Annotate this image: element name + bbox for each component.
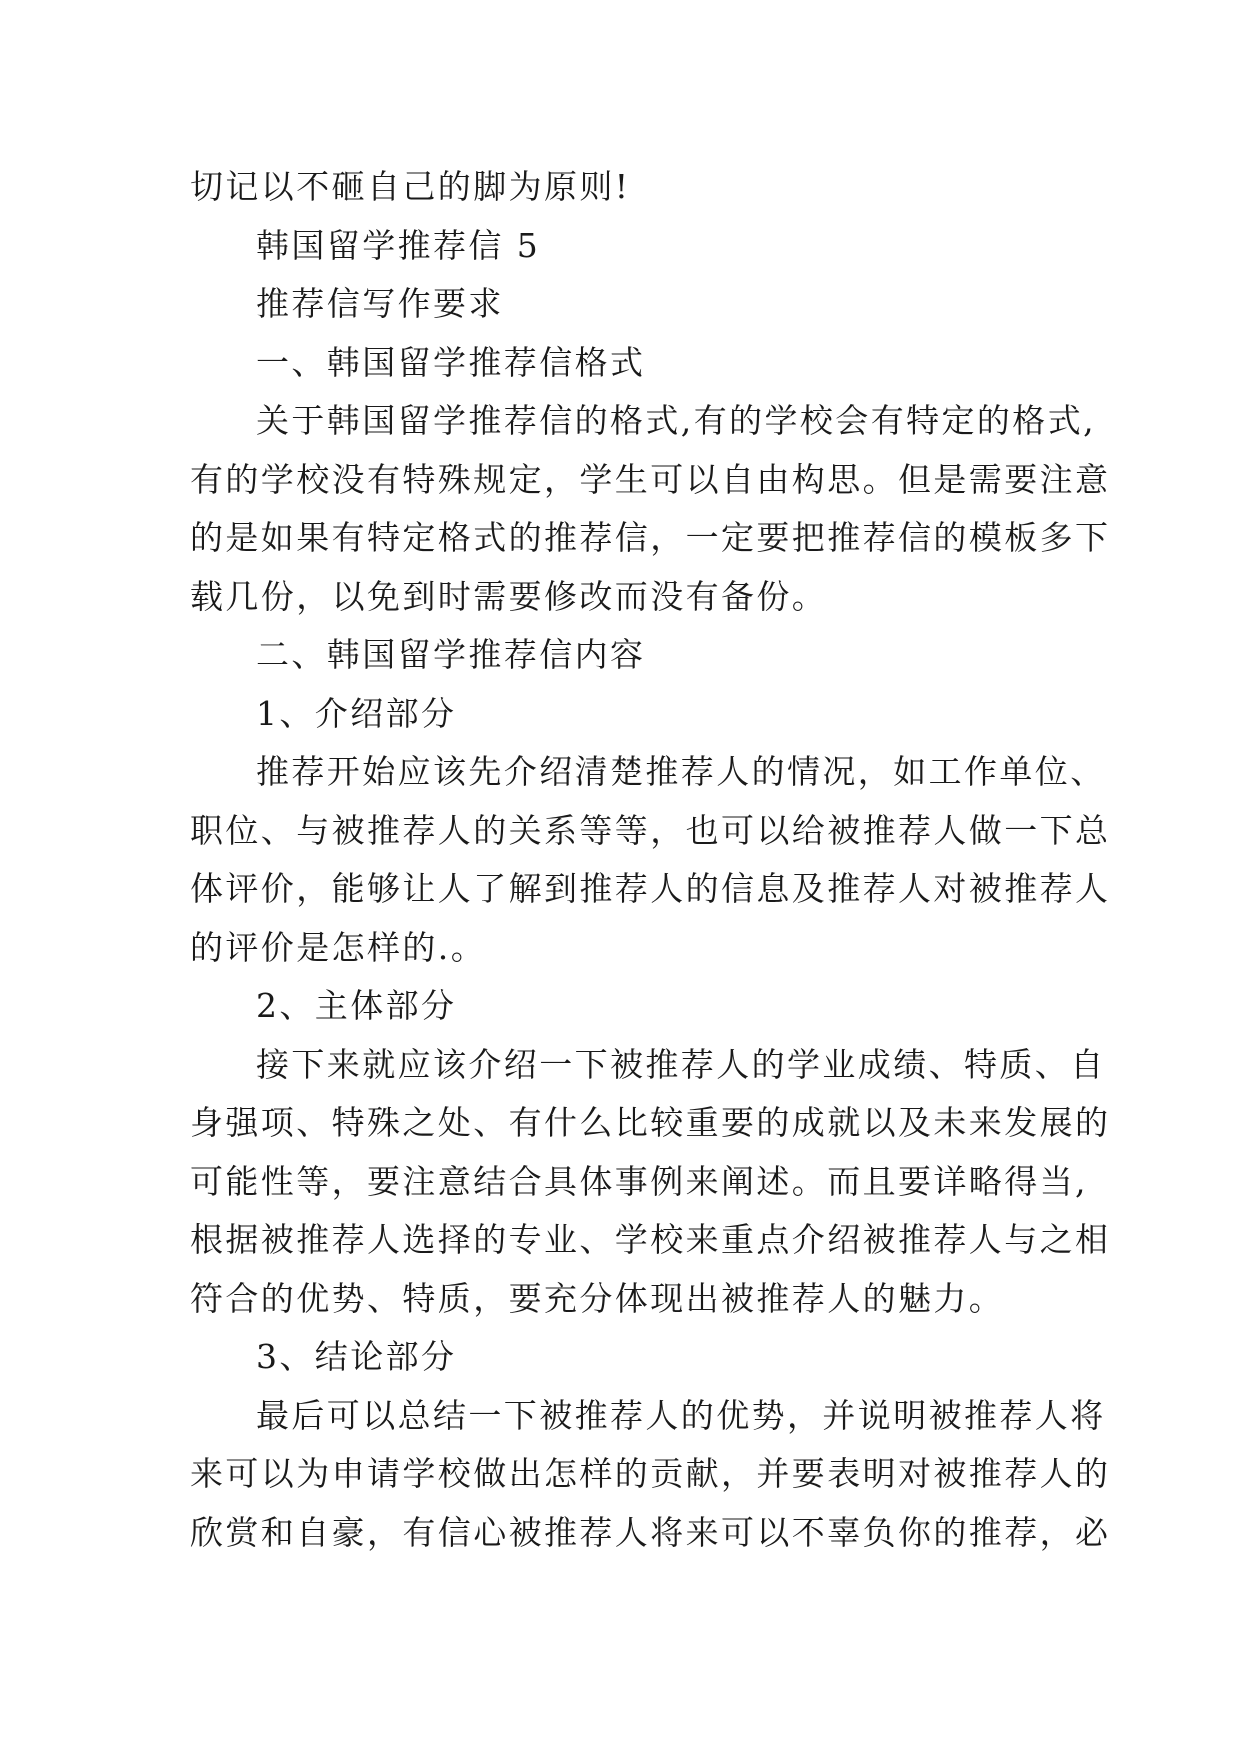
section-heading: 二、韩国留学推荐信内容 bbox=[256, 635, 646, 674]
paragraph-line: 体评价，能够让人了解到推荐人的信息及推荐人对被推荐人 bbox=[190, 869, 1111, 908]
section-heading: 韩国留学推荐信 5 bbox=[256, 225, 541, 265]
paragraph-line: 根据被推荐人选择的专业、学校来重点介绍被推荐人与之相 bbox=[190, 1220, 1111, 1259]
document-body bbox=[190, 158, 1111, 1562]
paragraph-line: 的是如果有特定格式的推荐信，一定要把推荐信的模板多下 bbox=[190, 518, 1111, 557]
paragraph-line: 符合的优势、特质，要充分体现出被推荐人的魅力。 bbox=[190, 1278, 1005, 1318]
text-line: 切记以不砸自己的脚为原则! bbox=[190, 167, 631, 206]
subsection-heading: 3、结论部分 bbox=[256, 1337, 457, 1376]
paragraph-line: 身强项、特殊之处、有什么比较重要的成就以及未来发展的 bbox=[190, 1103, 1111, 1142]
section-heading: 推荐信写作要求 bbox=[256, 284, 504, 323]
section-heading: 一、韩国留学推荐信格式 bbox=[256, 342, 646, 382]
paragraph-line: 职位、与被推荐人的关系等等，也可以给被推荐人做一下总 bbox=[190, 810, 1111, 850]
subsection-heading: 2、主体部分 bbox=[256, 986, 457, 1025]
paragraph-line: 可能性等，要注意结合具体事例来阐述。而且要详略得当, bbox=[190, 1161, 1088, 1201]
paragraph-line: 关于韩国留学推荐信的格式,有的学校会有特定的格式, bbox=[256, 401, 1096, 440]
paragraph-line: 的评价是怎样的.。 bbox=[190, 927, 487, 967]
paragraph-line: 来可以为申请学校做出怎样的贡献，并要表明对被推荐人的 bbox=[190, 1454, 1111, 1493]
paragraph-line: 接下来就应该介绍一下被推荐人的学业成绩、特质、自 bbox=[256, 1044, 1106, 1084]
paragraph-line: 载几份，以免到时需要修改而没有备份。 bbox=[190, 576, 828, 616]
subsection-heading: 1、介绍部分 bbox=[256, 693, 457, 733]
paragraph-line: 推荐开始应该先介绍清楚推荐人的情况，如工作单位、 bbox=[256, 752, 1106, 791]
paragraph-line: 欣赏和自豪，有信心被推荐人将来可以不辜负你的推荐，必 bbox=[190, 1512, 1111, 1552]
paragraph-line: 最后可以总结一下被推荐人的优势，并说明被推荐人将 bbox=[256, 1395, 1106, 1435]
paragraph-line: 有的学校没有特殊规定，学生可以自由构思。但是需要注意 bbox=[190, 459, 1111, 499]
